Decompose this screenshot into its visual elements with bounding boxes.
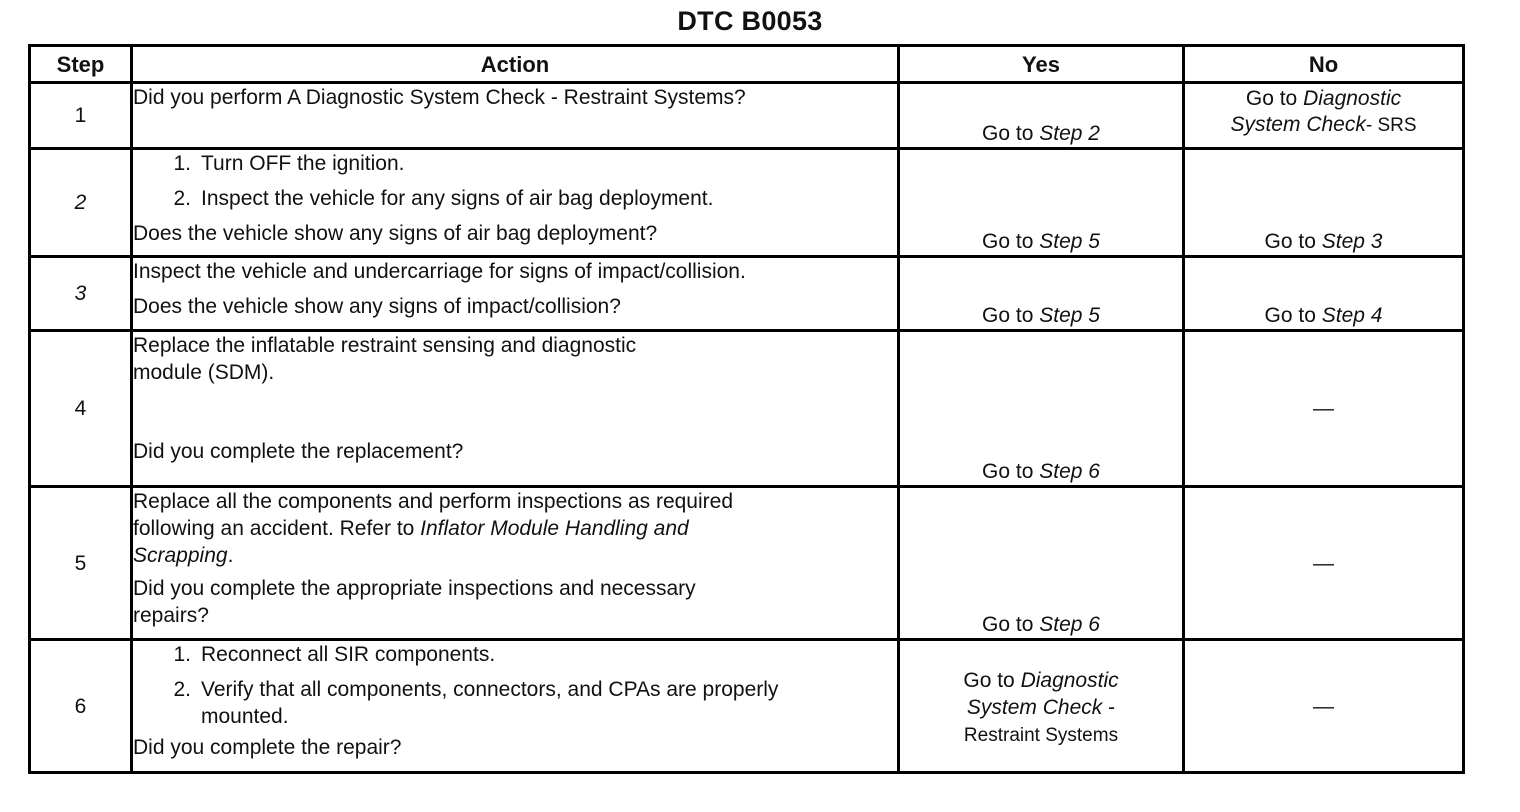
- action-cell: [132, 640, 899, 773]
- action-text: Inspect the vehicle and undercarriage for signs of impact/collision.: [133, 260, 746, 283]
- action-question: repairs?: [133, 604, 209, 627]
- action-question: Did you complete the appropriate inspections and necessary: [133, 577, 696, 600]
- action-link[interactable]: Scrapping: [133, 544, 228, 567]
- yes-prefix: Go to: [982, 122, 1040, 145]
- no-suffix: - SRS: [1365, 115, 1417, 136]
- list-text: Verify that all components, connectors, and CPAs are properly mounted.: [201, 678, 779, 728]
- no-dash: —: [1313, 551, 1334, 575]
- page-title: DTC B0053: [677, 6, 823, 36]
- header-step: Step: [30, 46, 132, 83]
- table-row: [30, 331, 1464, 487]
- step-number: 6: [30, 640, 132, 773]
- no-link-line2[interactable]: System Check: [1230, 113, 1366, 136]
- header-no: No: [1184, 46, 1464, 83]
- list-text: Reconnect all SIR components.: [201, 643, 496, 666]
- yes-prefix: Go to: [982, 460, 1040, 483]
- yes-cell: [899, 257, 1184, 331]
- no-cell: [1184, 83, 1464, 149]
- action-question: Did you complete the repair?: [133, 736, 402, 759]
- yes-cell: [899, 83, 1184, 149]
- action-line: module (SDM).: [133, 361, 275, 384]
- action-cell: [132, 83, 899, 149]
- action-text: following an accident. Refer to: [133, 517, 421, 540]
- no-dash: —: [1313, 694, 1334, 718]
- no-link-line1[interactable]: Diagnostic: [1303, 87, 1402, 110]
- yes-link-line1[interactable]: Diagnostic: [1020, 669, 1119, 692]
- yes-prefix: Go to: [963, 669, 1021, 692]
- list-text: Turn OFF the ignition.: [201, 152, 405, 175]
- step-number: 1: [30, 83, 132, 149]
- yes-link[interactable]: Step 2: [1039, 122, 1100, 145]
- action-cell: [132, 149, 899, 257]
- no-prefix: Go to: [1264, 230, 1322, 253]
- table-row: [30, 149, 1464, 257]
- yes-prefix: Go to: [982, 613, 1040, 636]
- step-number: 4: [30, 331, 132, 487]
- action-question: Does the vehicle show any signs of impact/collision?: [133, 295, 621, 318]
- yes-link[interactable]: Step 5: [1039, 230, 1100, 253]
- no-cell: [1184, 640, 1464, 773]
- action-cell: [132, 257, 899, 331]
- list-text: Inspect the vehicle for any signs of air bag deployment.: [201, 187, 714, 210]
- action-text: .: [227, 544, 234, 567]
- action-list: [133, 150, 897, 212]
- table-row: [30, 83, 1464, 149]
- action-line: [133, 542, 897, 569]
- action-question: Does the vehicle show any signs of air bag deployment?: [133, 222, 658, 245]
- list-number: 1.: [173, 643, 191, 666]
- list-number: 1.: [173, 152, 191, 175]
- no-prefix: Go to: [1264, 304, 1322, 327]
- yes-cell: [899, 149, 1184, 257]
- header-action: Action: [132, 46, 899, 83]
- action-question: Did you complete the replacement?: [133, 440, 464, 463]
- action-cell: [132, 487, 899, 640]
- step-number: 3: [30, 257, 132, 331]
- yes-suffix: -: [1102, 696, 1116, 719]
- action-line: [133, 515, 897, 542]
- table-row: [30, 487, 1464, 640]
- table-row: [30, 257, 1464, 331]
- no-link[interactable]: Step 4: [1321, 304, 1383, 327]
- list-item: [133, 150, 897, 177]
- yes-link[interactable]: Step 6: [1039, 460, 1100, 483]
- no-cell: [1184, 487, 1464, 640]
- no-cell: [1184, 331, 1464, 487]
- no-dash: —: [1313, 397, 1334, 420]
- action-list: [133, 641, 897, 730]
- table-row: [30, 640, 1464, 773]
- no-cell: [1184, 257, 1464, 331]
- yes-cell: [899, 331, 1184, 487]
- action-text: Did you perform A Diagnostic System Check - Restraint Systems?: [133, 86, 746, 109]
- action-line: Replace the inflatable restraint sensing and diagnostic: [133, 334, 637, 357]
- list-item: [133, 676, 897, 730]
- yes-line3: Restraint Systems: [963, 725, 1119, 746]
- action-link[interactable]: Inflator Module Handling and: [420, 517, 689, 540]
- yes-link-line2[interactable]: System Check: [966, 696, 1103, 719]
- yes-link[interactable]: Step 5: [1039, 304, 1100, 327]
- header-yes: Yes: [899, 46, 1184, 83]
- list-number: 2.: [173, 678, 191, 701]
- list-number: 2.: [173, 187, 191, 210]
- step-number: 2: [30, 149, 132, 257]
- list-item: [133, 185, 897, 212]
- action-line: Replace all the components and perform inspections as required: [133, 490, 734, 513]
- action-cell: [132, 331, 899, 487]
- yes-prefix: Go to: [982, 304, 1040, 327]
- yes-prefix: Go to: [982, 230, 1040, 253]
- yes-cell: [899, 487, 1184, 640]
- list-item: [133, 641, 897, 668]
- no-cell: [1184, 149, 1464, 257]
- no-prefix: Go to: [1245, 87, 1304, 110]
- step-number: 5: [30, 487, 132, 640]
- yes-cell: [899, 640, 1184, 773]
- header-row: [30, 46, 1464, 83]
- yes-link[interactable]: Step 6: [1039, 613, 1100, 636]
- dtc-table: [28, 44, 1465, 774]
- no-link[interactable]: Step 3: [1321, 230, 1383, 253]
